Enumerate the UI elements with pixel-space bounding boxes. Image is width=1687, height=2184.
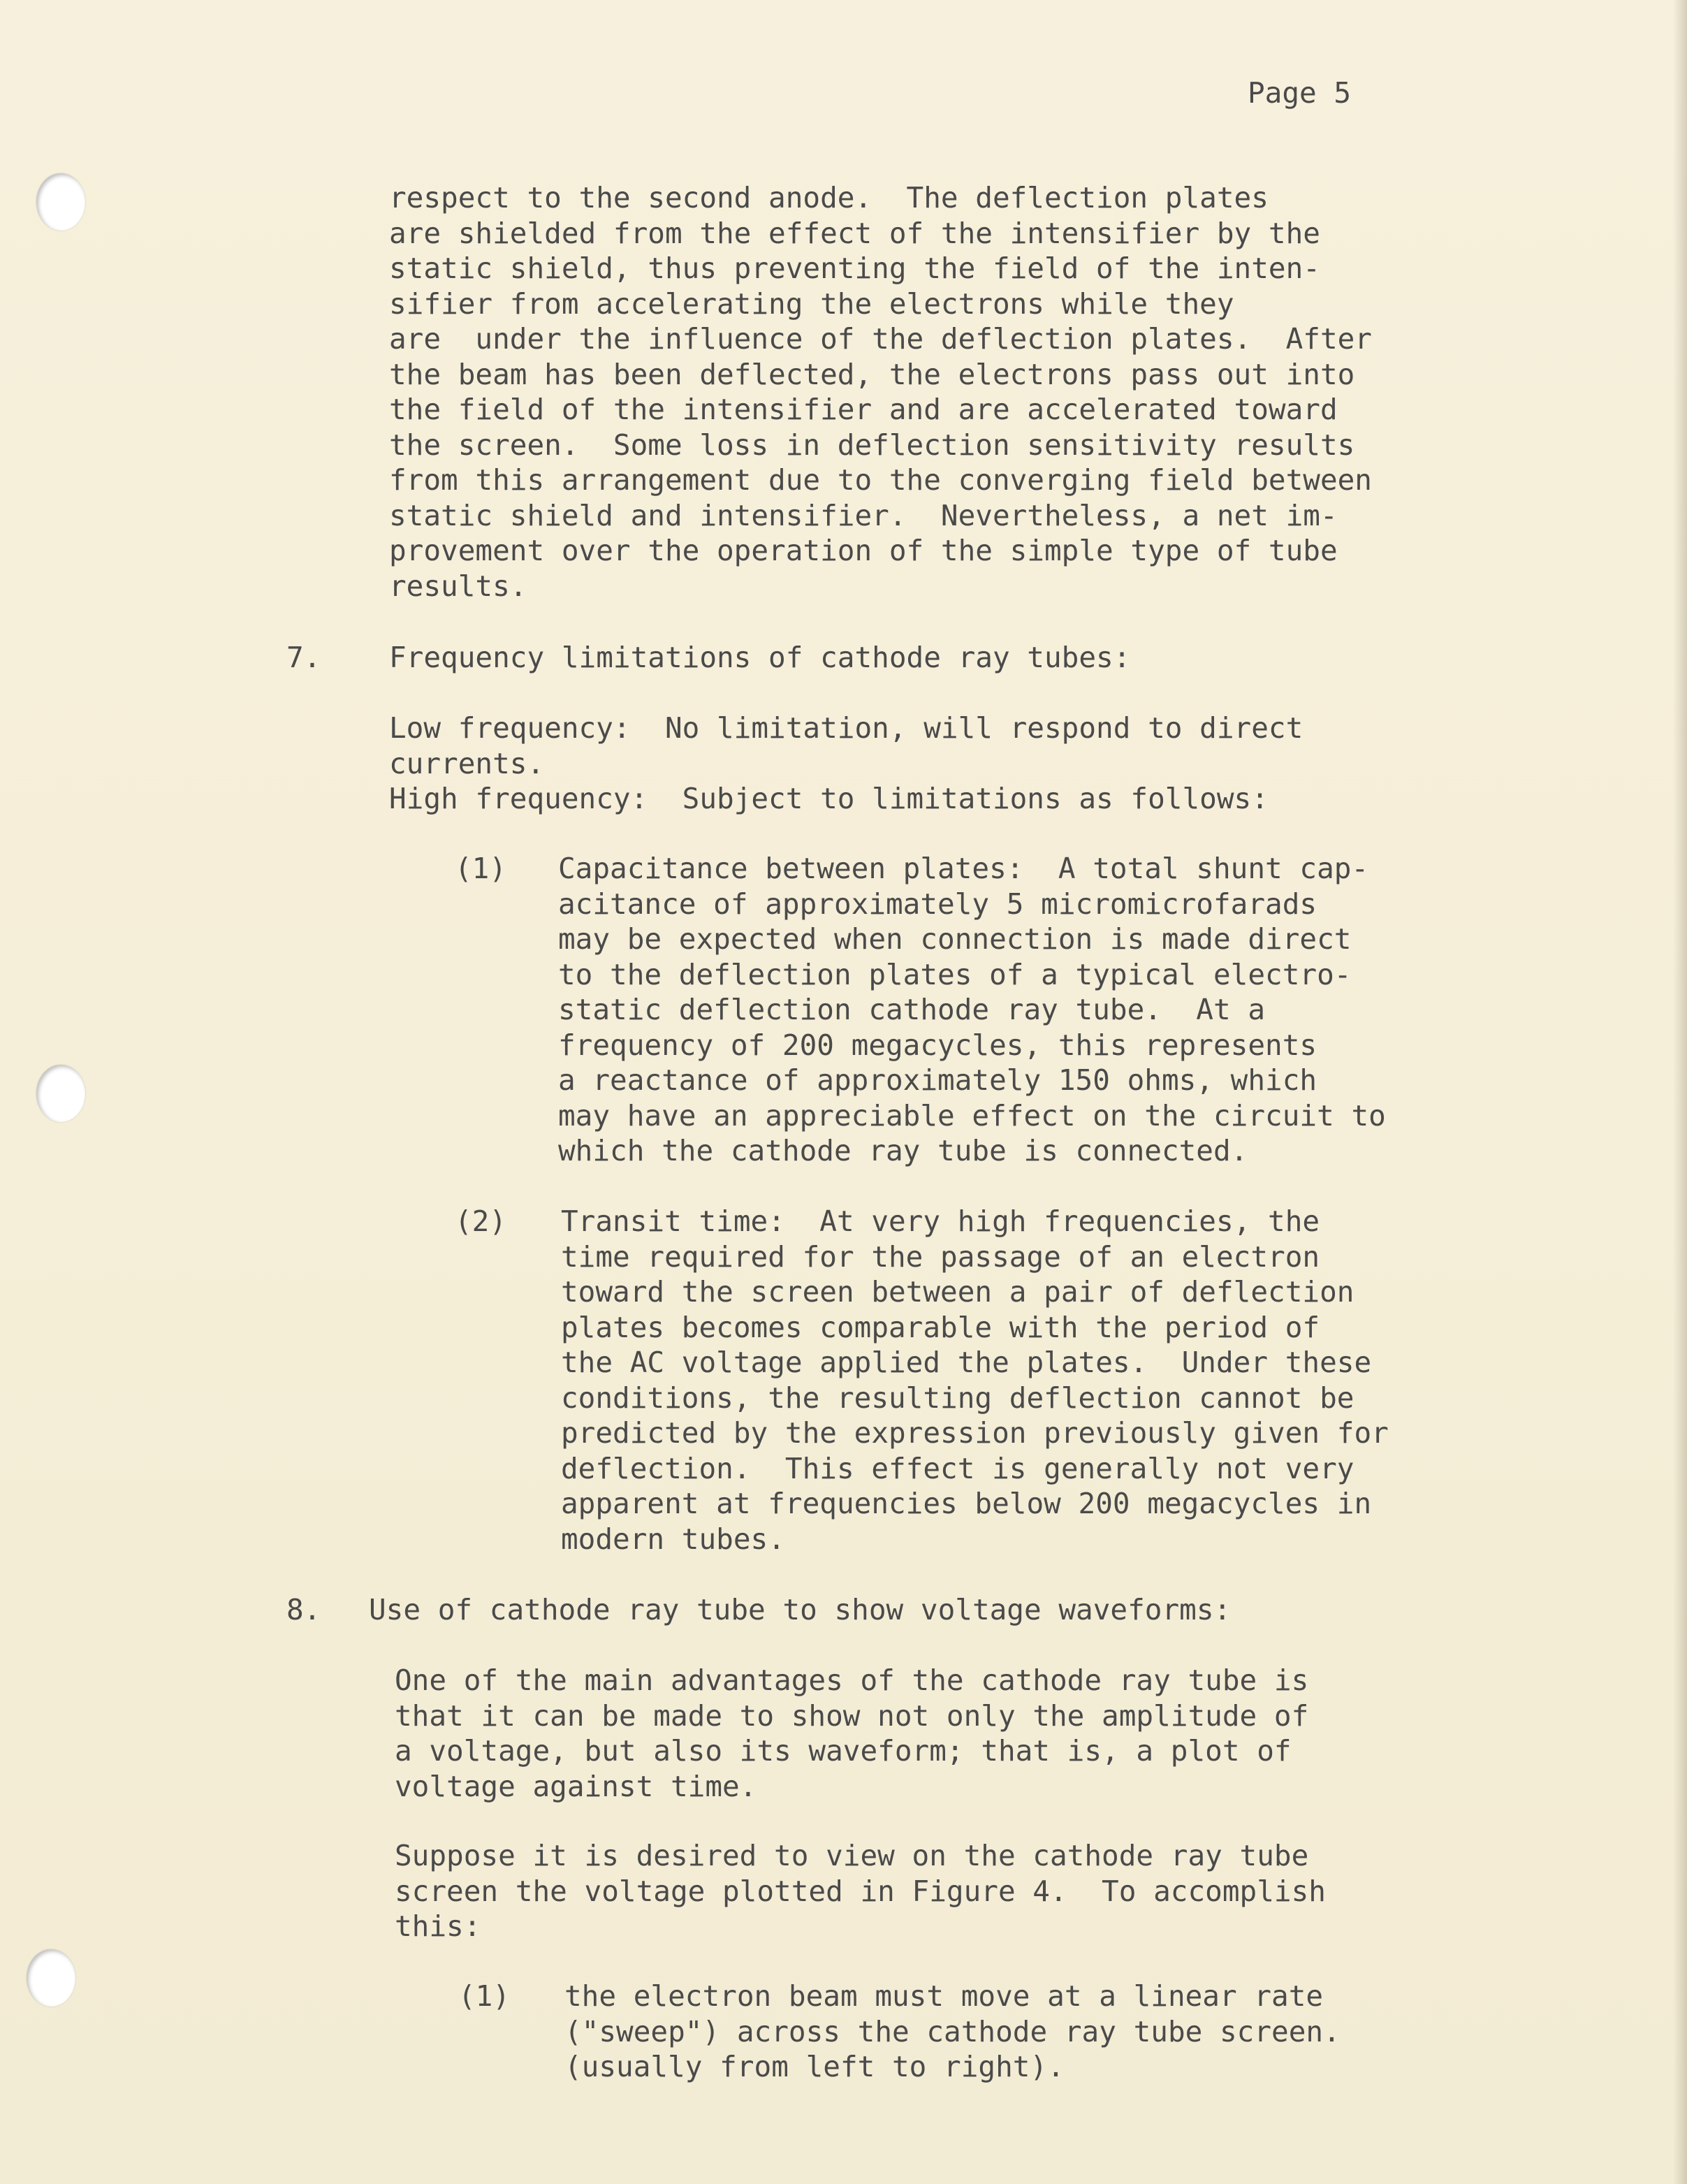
section-8-paragraph-1: One of the main advantages of the cathode ray tube is that it can be made to show not only the amplitude of a voltage, but also its waveform; that is, a plot of voltage against time.	[395, 1664, 1309, 1803]
binder-hole-top	[36, 173, 85, 231]
section-7-item-1-text: Capacitance between plates: A total shunt cap- acitance of approximately 5 micromicrofarads may be expected when connection is made direct to the deflection plates of a typical electro- static deflection cathode ray tube. At a frequency of 200 megacycles, this represents a reactance of approximately 150 ohms, which may have an appreciable effect on the circuit to which the cathode ray tube is connected.	[558, 852, 1386, 1167]
section-8-heading: Use of cathode ray tube to show voltage waveforms:	[369, 1593, 1232, 1626]
intro-paragraph: respect to the second anode. The deflection plates are shielded from the effect of the intensifier by the static shield, thus preventing the field of the inten- sifier from accelerating the electrons while they are under the influence of the deflection plates. After the beam has been deflected, the electrons pass out into the field of the intensifier and are accelerated toward the screen. Some loss in deflection sensitivity results from this arrangement due to the converging field between static shield and intensifier. Nevertheless, a net im- provement over the operation of the simple type of tube results.	[389, 181, 1372, 603]
high-frequency-text: High frequency: Subject to limitations as follows:	[389, 782, 1269, 815]
binder-hole-middle	[36, 1065, 85, 1122]
section-8-paragraph-2: Suppose it is desired to view on the cathode ray tube screen the voltage plotted in Figure 4. To accomplish this:	[395, 1839, 1326, 1943]
section-8-number: 8.	[286, 1593, 321, 1626]
page-edge-shadow	[1673, 0, 1687, 2184]
section-7-item-2-text: Transit time: At very high frequencies, the time required for the passage of an electron toward the screen between a pair of deflection plates becomes comparable with the period of the AC voltage applied the plates. Under these conditions, the resulting deflection cannot be predicted by the expression previously given for deflection. This effect is generally not very apparent at frequencies below 200 megacycles in modern tubes.	[561, 1204, 1389, 1556]
low-frequency-text: Low frequency: No limitation, will respond to direct currents.	[389, 711, 1303, 780]
section-7-item-1-label: (1)	[455, 852, 507, 885]
section-8-item-1-label: (1)	[458, 1979, 511, 2013]
binder-hole-bottom	[27, 1949, 75, 2007]
section-7-item-2-label: (2)	[455, 1204, 507, 1238]
section-7-heading: Frequency limitations of cathode ray tubes:	[389, 641, 1131, 674]
section-8-item-1-text: the electron beam must move at a linear rate ("sweep") across the cathode ray tube screen. (usually from left to right).	[564, 1979, 1341, 2083]
page-number: Page 5	[1248, 76, 1352, 110]
section-7-number: 7.	[286, 641, 321, 674]
